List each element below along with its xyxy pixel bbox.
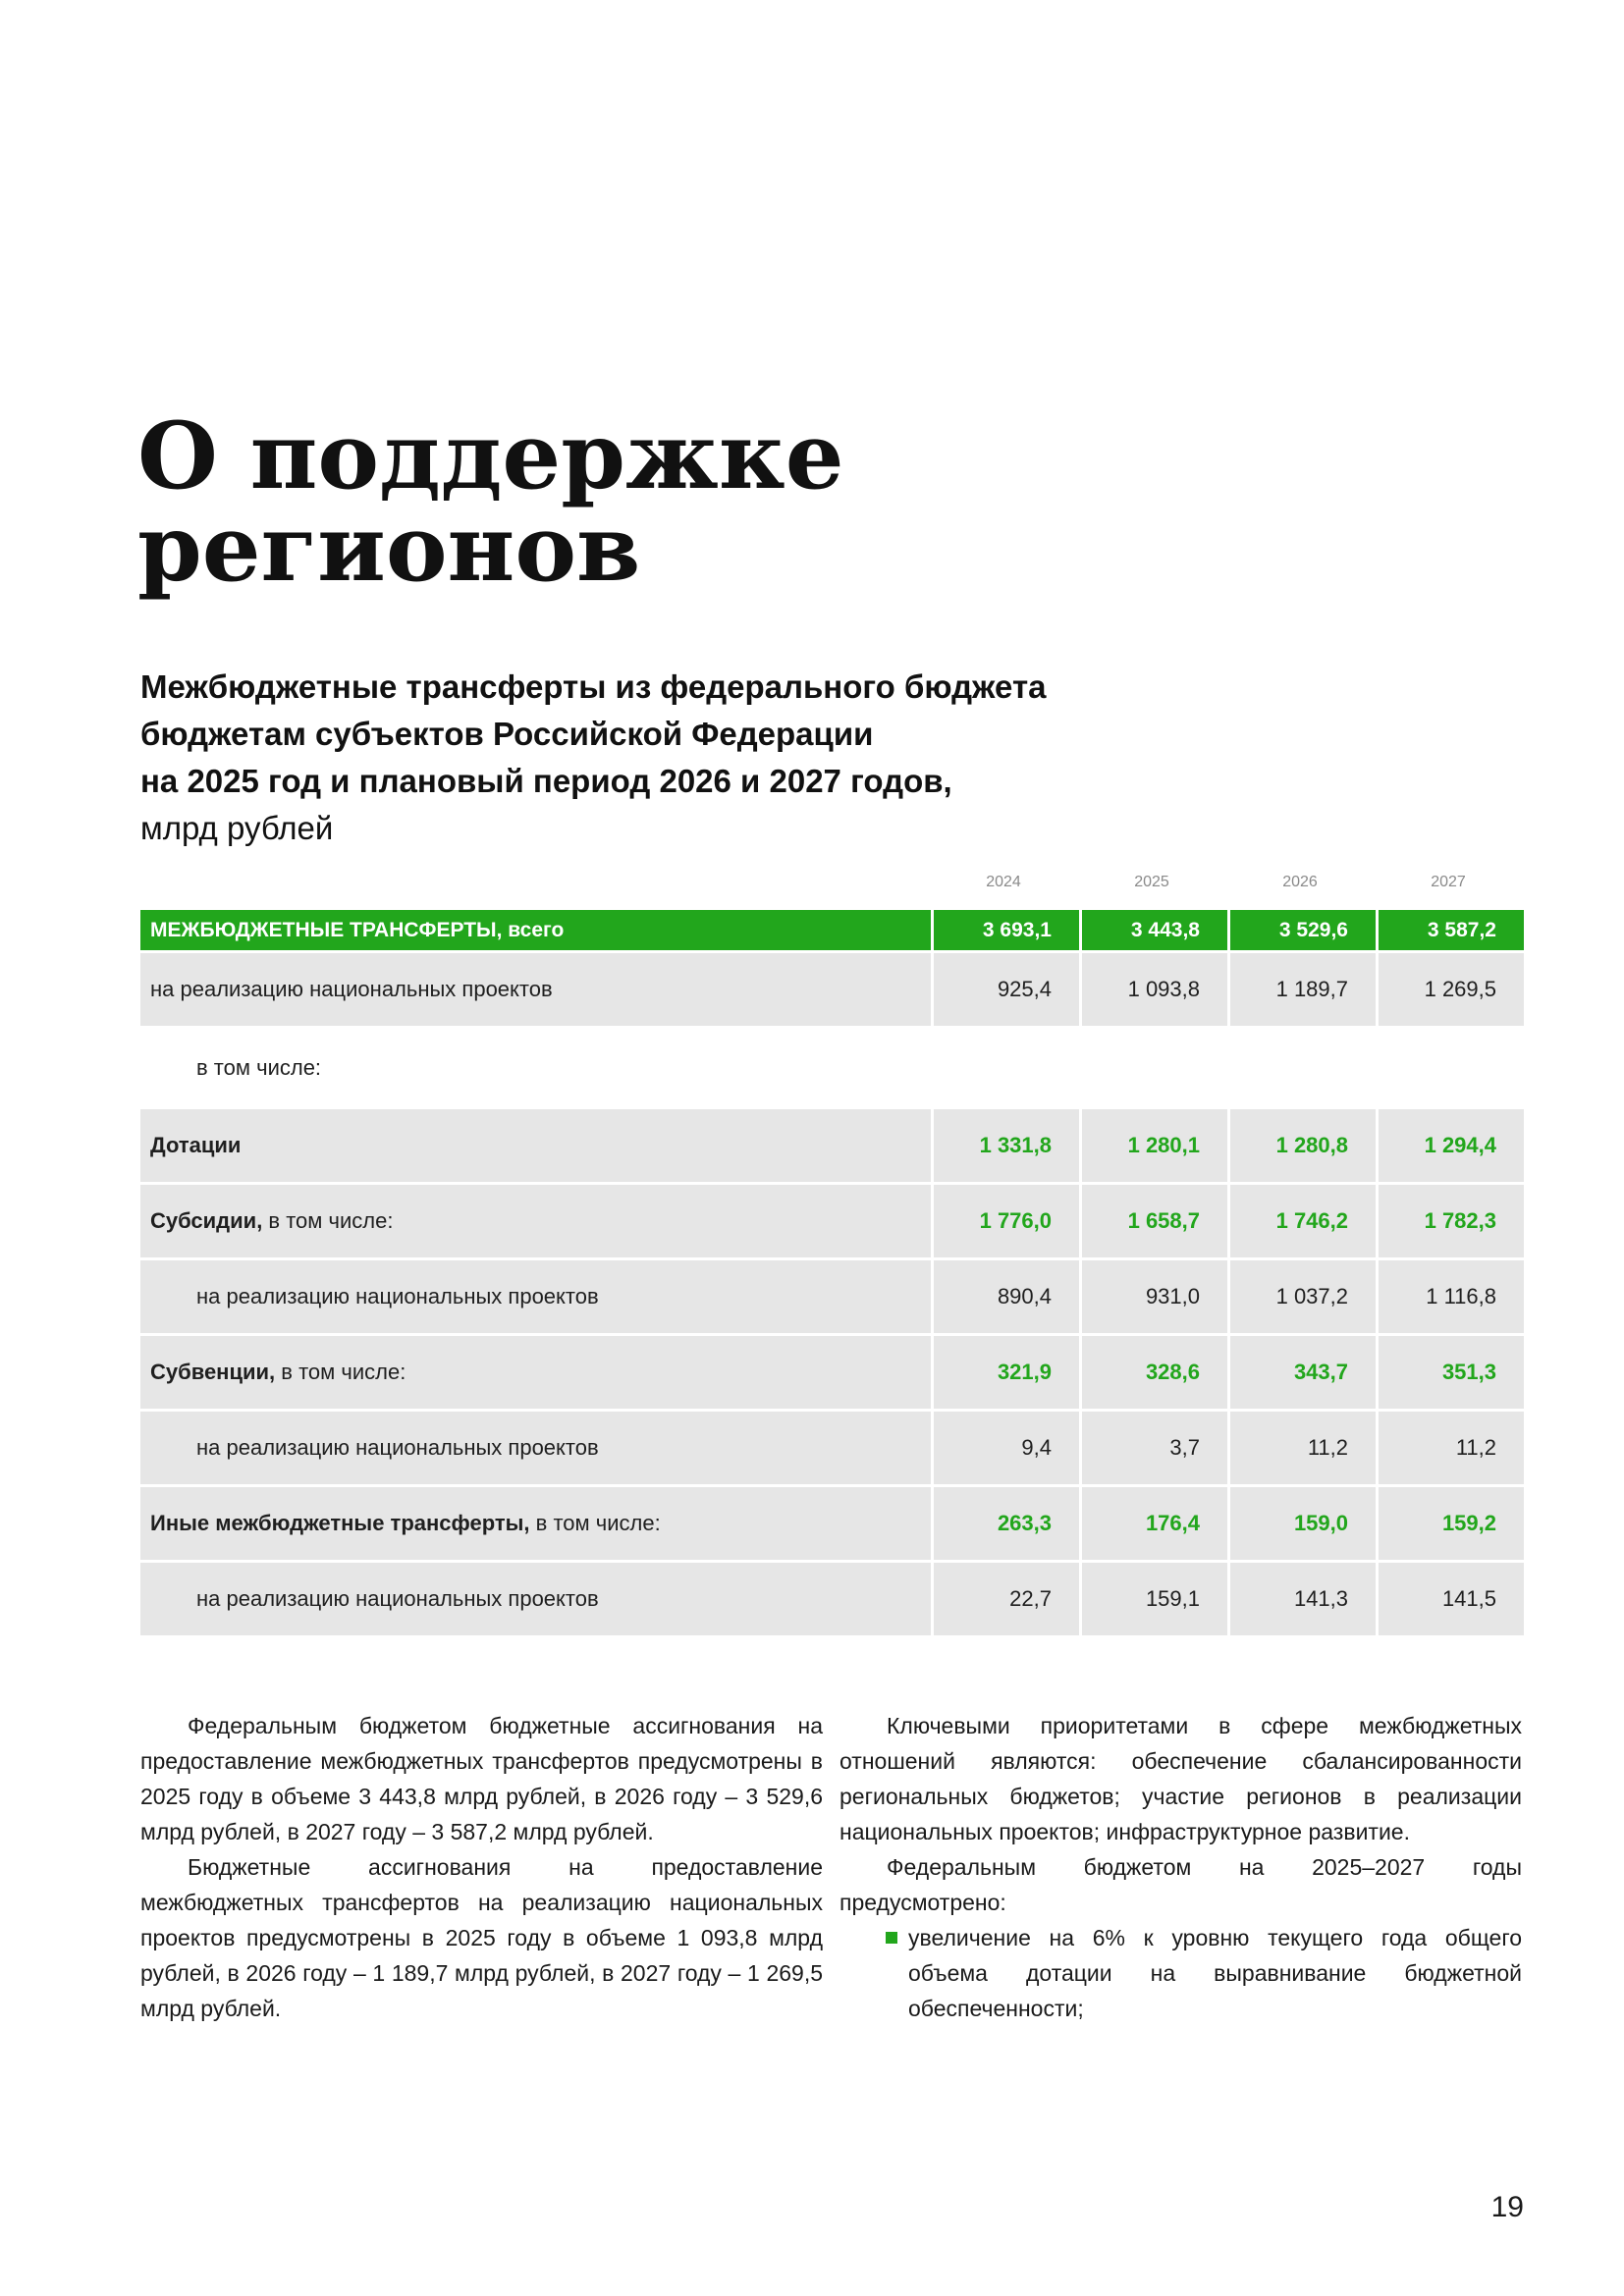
year-label-2026: 2026 — [1282, 874, 1318, 890]
value-2025: 1 093,8 — [1079, 953, 1227, 1029]
table-row-other-transfers — [140, 1487, 1524, 1563]
value-2026: 1 746,2 — [1227, 1185, 1376, 1260]
value-2026: 1 037,2 — [1227, 1260, 1376, 1336]
list-item-text: увеличение на 6% к уровню текущего года общего объема дотации на выравнивание бюджетной обеспеченности; — [908, 1925, 1522, 2021]
bullet-list — [839, 1920, 1522, 2026]
value-2027: 141,5 — [1376, 1563, 1524, 1638]
value-2027: 1 269,5 — [1376, 953, 1524, 1029]
row-label — [140, 1185, 931, 1260]
value-2025: 3 443,8 — [1079, 910, 1227, 953]
value-2027: 351,3 — [1376, 1336, 1524, 1412]
table-heading — [140, 664, 1319, 852]
row-label-bold: Субвенции, — [150, 1360, 276, 1384]
table-row-subventions — [140, 1336, 1524, 1412]
value-2027: 1 116,8 — [1376, 1260, 1524, 1336]
left-paragraph-1: Федеральным бюджетом бюджетные ассигнования на предоставление межбюджетных трансфертов предусмотрены в 2025 году в объеме 3 443,8 млрд рублей, в 2026 году – 3 529,6 млрд рублей, в 2027 году – 3 587,2 млрд рублей. — [140, 1713, 823, 1844]
year-header — [0, 874, 1624, 903]
value-2026: 343,7 — [1227, 1336, 1376, 1412]
row-label-bold: Иные межбюджетные трансферты, — [150, 1511, 530, 1535]
page-number: 19 — [1490, 2191, 1524, 2223]
row-label: на реализацию национальных проектов — [140, 1563, 931, 1638]
table-heading-line-3: на 2025 год и плановый период 2026 и 2027 годов, — [140, 763, 952, 799]
value-2025: 159,1 — [1079, 1563, 1227, 1638]
value-2025: 1 658,7 — [1079, 1185, 1227, 1260]
row-label-suffix: в том числе: — [529, 1511, 661, 1535]
value-2026: 1 280,8 — [1227, 1109, 1376, 1185]
table-row-subventions-national-projects — [140, 1412, 1524, 1487]
row-label: в том числе: — [140, 1029, 1524, 1109]
row-label-bold: Субсидии, — [150, 1208, 263, 1233]
table-row-national-projects — [140, 953, 1524, 1029]
table-row-subsidies-national-projects — [140, 1260, 1524, 1336]
row-label-suffix: в том числе: — [275, 1360, 406, 1384]
row-label: на реализацию национальных проектов — [140, 1260, 931, 1336]
row-label — [140, 1487, 931, 1563]
table-heading-line-1: Межбюджетные трансферты из федерального бюджета — [140, 668, 1047, 705]
value-2024: 890,4 — [931, 1260, 1079, 1336]
value-2025: 1 280,1 — [1079, 1109, 1227, 1185]
year-label-2027: 2027 — [1431, 874, 1466, 890]
value-2026: 1 189,7 — [1227, 953, 1376, 1029]
table-row-subsidies — [140, 1185, 1524, 1260]
right-paragraph-1: Ключевыми приоритетами в сфере межбюджетных отношений являются: обеспечение сбалансированности региональных бюджетов; участие регионов в реализации национальных проектов; инфраструктурное развитие. — [839, 1713, 1522, 1844]
value-2027: 1 782,3 — [1376, 1185, 1524, 1260]
value-2026: 159,0 — [1227, 1487, 1376, 1563]
value-2025: 328,6 — [1079, 1336, 1227, 1412]
right-text-column — [839, 1708, 1522, 2026]
square-bullet-icon — [886, 1932, 897, 1944]
row-label: на реализацию национальных проектов — [140, 953, 931, 1029]
value-2024: 3 693,1 — [931, 910, 1079, 953]
page-title — [137, 402, 844, 603]
value-2027: 3 587,2 — [1376, 910, 1524, 953]
value-2024: 321,9 — [931, 1336, 1079, 1412]
value-2026: 141,3 — [1227, 1563, 1376, 1638]
table-heading-line-2: бюджетам субъектов Российской Федерации — [140, 716, 874, 752]
row-label — [140, 1336, 931, 1412]
value-2027: 1 294,4 — [1376, 1109, 1524, 1185]
value-2025: 931,0 — [1079, 1260, 1227, 1336]
table-row-grants — [140, 1109, 1524, 1185]
value-2024: 263,3 — [931, 1487, 1079, 1563]
page-title-line-2: регионов — [137, 495, 641, 603]
value-2024: 1 776,0 — [931, 1185, 1079, 1260]
year-label-2024: 2024 — [986, 874, 1021, 890]
value-2024: 925,4 — [931, 953, 1079, 1029]
table-row-total — [140, 910, 1524, 953]
left-text-column — [140, 1708, 823, 2026]
list-item — [839, 1920, 1522, 2026]
table-row-including-note — [140, 1029, 1524, 1109]
right-paragraph-2: Федеральным бюджетом на 2025–2027 годы предусмотрено: — [839, 1854, 1522, 1915]
value-2026: 11,2 — [1227, 1412, 1376, 1487]
value-2027: 11,2 — [1376, 1412, 1524, 1487]
row-label-suffix: в том числе: — [262, 1208, 394, 1233]
table-row-other-national-projects — [140, 1563, 1524, 1638]
transfers-table — [140, 910, 1524, 1638]
row-label — [140, 1109, 931, 1185]
value-2025: 176,4 — [1079, 1487, 1227, 1563]
value-2026: 3 529,6 — [1227, 910, 1376, 953]
page-title-line-1: О поддержке — [137, 402, 844, 510]
row-label: МЕЖБЮДЖЕТНЫЕ ТРАНСФЕРТЫ, всего — [140, 910, 931, 953]
value-2025: 3,7 — [1079, 1412, 1227, 1487]
row-label: на реализацию национальных проектов — [140, 1412, 931, 1487]
value-2027: 159,2 — [1376, 1487, 1524, 1563]
value-2024: 22,7 — [931, 1563, 1079, 1638]
value-2024: 1 331,8 — [931, 1109, 1079, 1185]
year-label-2025: 2025 — [1134, 874, 1169, 890]
row-label-bold: Дотации — [150, 1133, 242, 1157]
left-paragraph-2: Бюджетные ассигнования на предоставление межбюджетных трансфертов на реализацию национальных проектов предусмотрены в 2025 году в объеме 1 093,8 млрд рублей, в 2026 году – 1 189,7 млрд рублей, в 2027 году – 1 269,5 млрд рублей. — [140, 1854, 823, 2021]
value-2024: 9,4 — [931, 1412, 1079, 1487]
table-heading-unit: млрд рублей — [140, 810, 334, 846]
